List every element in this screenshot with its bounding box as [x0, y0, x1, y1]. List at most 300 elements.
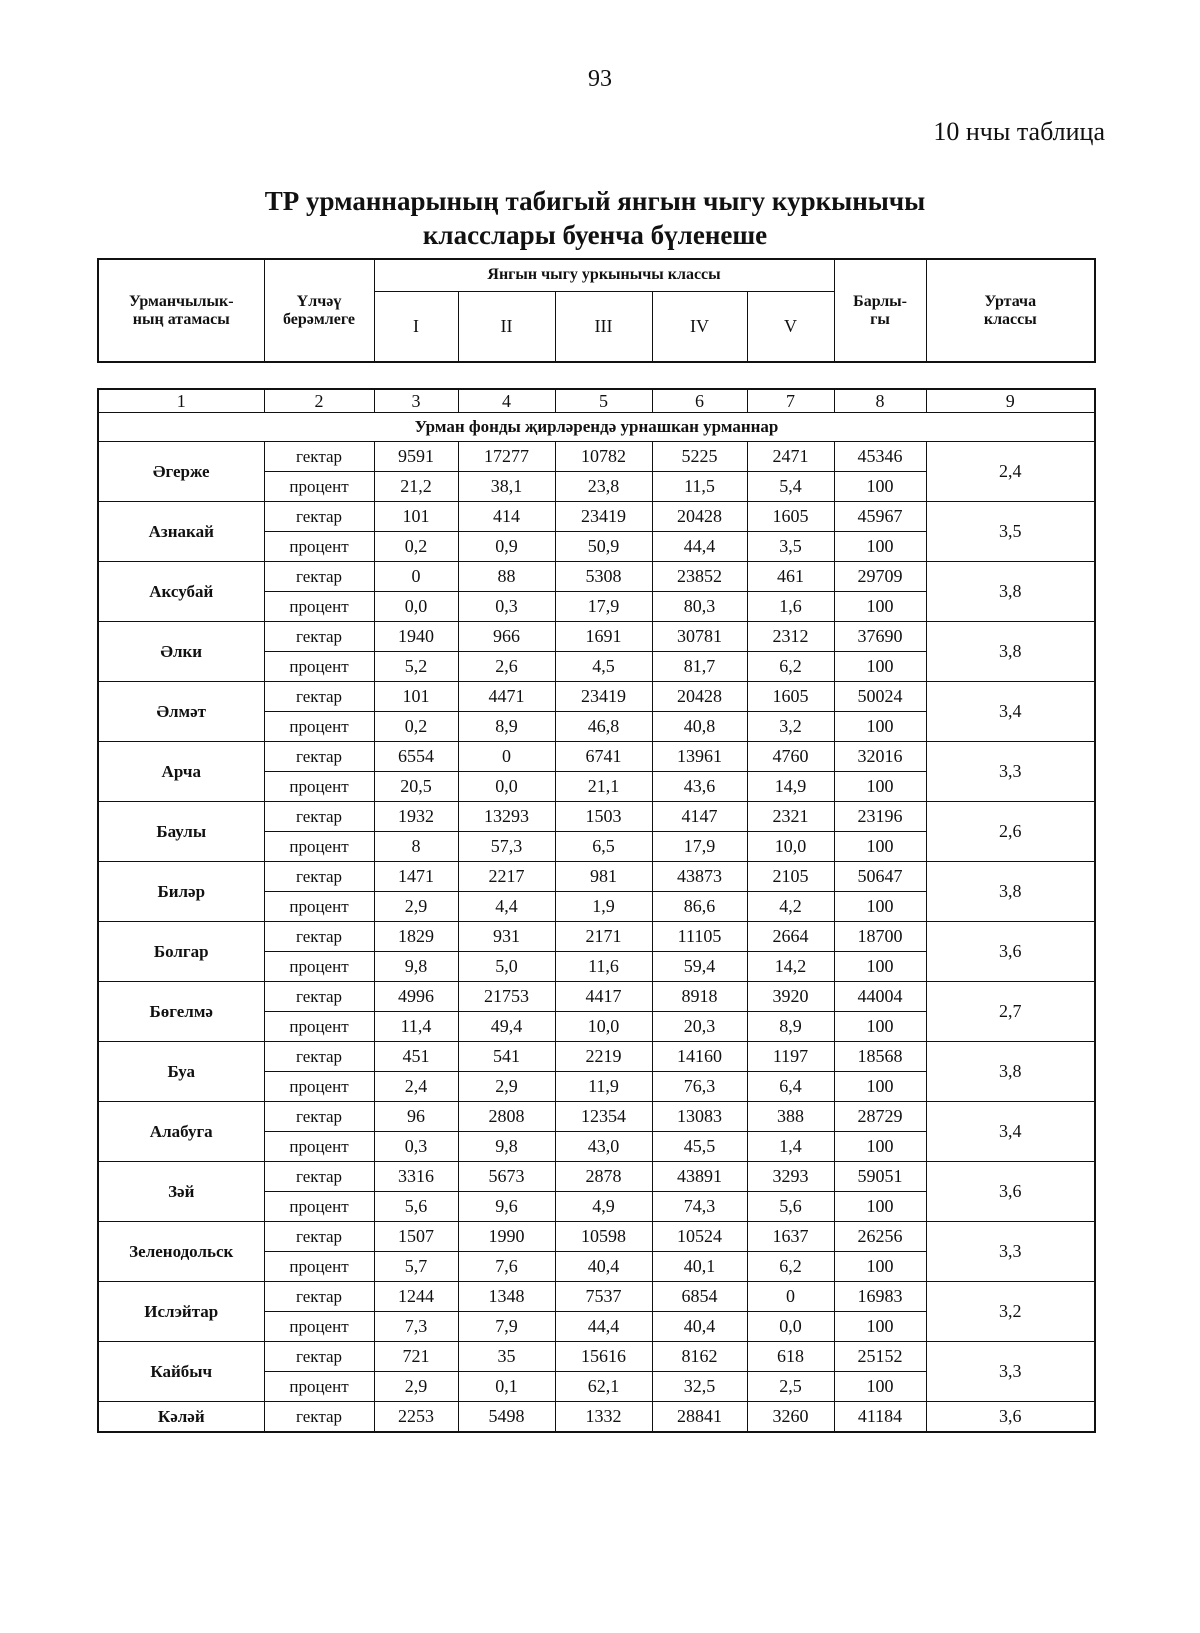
percent-cell: 8	[374, 832, 458, 862]
header-fire-class-group: Янгын чыгу уркынычы классы	[374, 259, 834, 291]
unit-cell: процент	[264, 832, 374, 862]
percent-cell: 6,2	[747, 652, 834, 682]
column-number-row	[98, 389, 1095, 413]
hectare-cell: 101	[374, 682, 458, 712]
percent-cell: 100	[834, 1252, 926, 1282]
percent-cell: 100	[834, 652, 926, 682]
hectare-cell: 43873	[652, 862, 747, 892]
percent-cell: 100	[834, 1192, 926, 1222]
forestry-name: Ислэйтар	[98, 1282, 264, 1342]
header-total: Барлы- гы	[834, 259, 926, 362]
hectare-cell: 5498	[458, 1402, 555, 1433]
page-number: 93	[588, 66, 612, 92]
hectare-cell: 37690	[834, 622, 926, 652]
percent-cell: 17,9	[652, 832, 747, 862]
percent-cell: 20,5	[374, 772, 458, 802]
unit-cell: процент	[264, 1312, 374, 1342]
percent-cell: 59,4	[652, 952, 747, 982]
hectare-cell: 0	[747, 1282, 834, 1312]
hectare-cell: 10524	[652, 1222, 747, 1252]
unit-cell: процент	[264, 952, 374, 982]
hectare-cell: 4417	[555, 982, 652, 1012]
unit-cell: процент	[264, 1132, 374, 1162]
hectare-cell: 4996	[374, 982, 458, 1012]
average-class-cell: 3,3	[926, 1342, 1095, 1402]
percent-cell: 23,8	[555, 472, 652, 502]
unit-cell: гектар	[264, 622, 374, 652]
hectare-cell: 15616	[555, 1342, 652, 1372]
percent-cell: 7,6	[458, 1252, 555, 1282]
hectare-cell: 1507	[374, 1222, 458, 1252]
hectare-cell: 44004	[834, 982, 926, 1012]
percent-cell: 4,5	[555, 652, 652, 682]
unit-cell: гектар	[264, 682, 374, 712]
percent-cell: 76,3	[652, 1072, 747, 1102]
hectare-cell: 9591	[374, 442, 458, 472]
hectare-cell: 1990	[458, 1222, 555, 1252]
unit-cell: процент	[264, 652, 374, 682]
average-class-cell: 3,6	[926, 922, 1095, 982]
hectare-cell: 88	[458, 562, 555, 592]
forestry-name: Баулы	[98, 802, 264, 862]
percent-cell: 100	[834, 592, 926, 622]
percent-cell: 62,1	[555, 1372, 652, 1402]
hectare-cell: 13293	[458, 802, 555, 832]
table-row-hectare	[98, 502, 1095, 532]
percent-cell: 0,1	[458, 1372, 555, 1402]
hectare-cell: 461	[747, 562, 834, 592]
hectare-cell: 12354	[555, 1102, 652, 1132]
hectare-cell: 45346	[834, 442, 926, 472]
hectare-cell: 2471	[747, 442, 834, 472]
percent-cell: 5,0	[458, 952, 555, 982]
hectare-cell: 1244	[374, 1282, 458, 1312]
forestry-name: Әлмәт	[98, 682, 264, 742]
percent-cell: 100	[834, 892, 926, 922]
section-title: Урман фонды җирләрендә урнашкан урманнар	[98, 413, 1095, 442]
table-row-hectare	[98, 562, 1095, 592]
hectare-cell: 13083	[652, 1102, 747, 1132]
percent-cell: 0,0	[747, 1312, 834, 1342]
forestry-name: Зеленодольск	[98, 1222, 264, 1282]
percent-cell: 21,2	[374, 472, 458, 502]
hectare-cell: 10598	[555, 1222, 652, 1252]
percent-cell: 86,6	[652, 892, 747, 922]
hectare-cell: 41184	[834, 1402, 926, 1433]
data-table	[97, 388, 1096, 1433]
average-class-cell: 3,8	[926, 862, 1095, 922]
percent-cell: 11,4	[374, 1012, 458, 1042]
percent-cell: 2,6	[458, 652, 555, 682]
percent-cell: 21,1	[555, 772, 652, 802]
hectare-cell: 1637	[747, 1222, 834, 1252]
unit-cell: гектар	[264, 922, 374, 952]
unit-cell: гектар	[264, 742, 374, 772]
forestry-name: Бөгелмә	[98, 982, 264, 1042]
hectare-cell: 2808	[458, 1102, 555, 1132]
forestry-name: Аксубай	[98, 562, 264, 622]
percent-cell: 2,9	[374, 892, 458, 922]
forestry-name: Болгар	[98, 922, 264, 982]
average-class-cell: 3,5	[926, 502, 1095, 562]
hectare-cell: 101	[374, 502, 458, 532]
percent-cell: 4,9	[555, 1192, 652, 1222]
hectare-cell: 1605	[747, 682, 834, 712]
hectare-cell: 29709	[834, 562, 926, 592]
percent-cell: 100	[834, 1312, 926, 1342]
percent-cell: 1,9	[555, 892, 652, 922]
table-title	[95, 184, 1095, 252]
forestry-name: Әгерже	[98, 442, 264, 502]
average-class-cell: 3,4	[926, 682, 1095, 742]
forestry-name: Кәләй	[98, 1402, 264, 1433]
table-row-hectare	[98, 622, 1095, 652]
average-class-cell: 3,3	[926, 742, 1095, 802]
table-row-hectare	[98, 682, 1095, 712]
percent-cell: 49,4	[458, 1012, 555, 1042]
forestry-name: Биләр	[98, 862, 264, 922]
hectare-cell: 96	[374, 1102, 458, 1132]
percent-cell: 57,3	[458, 832, 555, 862]
unit-cell: гектар	[264, 1102, 374, 1132]
percent-cell: 0,2	[374, 532, 458, 562]
percent-cell: 3,2	[747, 712, 834, 742]
forestry-name: Азнакай	[98, 502, 264, 562]
average-class-cell: 3,8	[926, 1042, 1095, 1102]
hectare-cell: 23419	[555, 502, 652, 532]
table-row-hectare	[98, 982, 1095, 1012]
column-number: 4	[458, 389, 555, 413]
percent-cell: 5,2	[374, 652, 458, 682]
percent-cell: 2,9	[458, 1072, 555, 1102]
hectare-cell: 3316	[374, 1162, 458, 1192]
percent-cell: 10,0	[555, 1012, 652, 1042]
percent-cell: 9,8	[374, 952, 458, 982]
percent-cell: 40,1	[652, 1252, 747, 1282]
forestry-name: Буа	[98, 1042, 264, 1102]
hectare-cell: 1932	[374, 802, 458, 832]
unit-cell: процент	[264, 1012, 374, 1042]
hectare-cell: 30781	[652, 622, 747, 652]
header-average-class: Уртача классы	[926, 259, 1095, 362]
hectare-cell: 10782	[555, 442, 652, 472]
hectare-cell: 1605	[747, 502, 834, 532]
average-class-cell: 3,6	[926, 1402, 1095, 1433]
hectare-cell: 1503	[555, 802, 652, 832]
hectare-cell: 2171	[555, 922, 652, 952]
hectare-cell: 3920	[747, 982, 834, 1012]
hectare-cell: 23196	[834, 802, 926, 832]
table-label: 10 нчы таблица	[933, 117, 1105, 146]
table-row-hectare	[98, 1342, 1095, 1372]
hectare-cell: 388	[747, 1102, 834, 1132]
hectare-cell: 21753	[458, 982, 555, 1012]
forestry-name: Алабуга	[98, 1102, 264, 1162]
column-number: 5	[555, 389, 652, 413]
table-row-hectare	[98, 922, 1095, 952]
percent-cell: 4,4	[458, 892, 555, 922]
column-number: 6	[652, 389, 747, 413]
average-class-cell: 3,8	[926, 622, 1095, 682]
unit-cell: процент	[264, 772, 374, 802]
header-class-2: II	[458, 291, 555, 362]
hectare-cell: 7537	[555, 1282, 652, 1312]
average-class-cell: 3,8	[926, 562, 1095, 622]
percent-cell: 100	[834, 1072, 926, 1102]
percent-cell: 100	[834, 772, 926, 802]
hectare-cell: 25152	[834, 1342, 926, 1372]
hectare-cell: 11105	[652, 922, 747, 952]
hectare-cell: 2878	[555, 1162, 652, 1192]
hectare-cell: 2219	[555, 1042, 652, 1072]
percent-cell: 100	[834, 1132, 926, 1162]
hectare-cell: 5308	[555, 562, 652, 592]
percent-cell: 0,0	[374, 592, 458, 622]
percent-cell: 74,3	[652, 1192, 747, 1222]
table-row-hectare	[98, 442, 1095, 472]
unit-cell: гектар	[264, 1402, 374, 1433]
hectare-cell: 23852	[652, 562, 747, 592]
hectare-cell: 618	[747, 1342, 834, 1372]
hectare-cell: 32016	[834, 742, 926, 772]
unit-cell: процент	[264, 1192, 374, 1222]
forestry-name: Арча	[98, 742, 264, 802]
hectare-cell: 45967	[834, 502, 926, 532]
hectare-cell: 18568	[834, 1042, 926, 1072]
column-number: 2	[264, 389, 374, 413]
unit-cell: процент	[264, 592, 374, 622]
percent-cell: 44,4	[652, 532, 747, 562]
unit-cell: гектар	[264, 1282, 374, 1312]
unit-cell: гектар	[264, 562, 374, 592]
hectare-cell: 6854	[652, 1282, 747, 1312]
percent-cell: 5,4	[747, 472, 834, 502]
percent-cell: 32,5	[652, 1372, 747, 1402]
average-class-cell: 3,3	[926, 1222, 1095, 1282]
hectare-cell: 23419	[555, 682, 652, 712]
table-row-hectare	[98, 1162, 1095, 1192]
table-row-hectare	[98, 802, 1095, 832]
header-table	[97, 258, 1096, 363]
unit-cell: процент	[264, 712, 374, 742]
percent-cell: 14,9	[747, 772, 834, 802]
unit-cell: гектар	[264, 1162, 374, 1192]
unit-cell: гектар	[264, 1342, 374, 1372]
hectare-cell: 1691	[555, 622, 652, 652]
percent-cell: 11,5	[652, 472, 747, 502]
hectare-cell: 2253	[374, 1402, 458, 1433]
percent-cell: 11,6	[555, 952, 652, 982]
percent-cell: 43,6	[652, 772, 747, 802]
average-class-cell: 3,2	[926, 1282, 1095, 1342]
unit-cell: гектар	[264, 982, 374, 1012]
percent-cell: 45,5	[652, 1132, 747, 1162]
unit-cell: процент	[264, 1072, 374, 1102]
percent-cell: 2,9	[374, 1372, 458, 1402]
unit-cell: гектар	[264, 862, 374, 892]
percent-cell: 7,3	[374, 1312, 458, 1342]
header-class-5: V	[747, 291, 834, 362]
unit-cell: гектар	[264, 1042, 374, 1072]
hectare-cell: 721	[374, 1342, 458, 1372]
percent-cell: 38,1	[458, 472, 555, 502]
hectare-cell: 8918	[652, 982, 747, 1012]
hectare-cell: 8162	[652, 1342, 747, 1372]
forestry-name: Әлки	[98, 622, 264, 682]
hectare-cell: 1197	[747, 1042, 834, 1072]
hectare-cell: 59051	[834, 1162, 926, 1192]
unit-cell: гектар	[264, 442, 374, 472]
percent-cell: 0,9	[458, 532, 555, 562]
percent-cell: 1,6	[747, 592, 834, 622]
percent-cell: 6,4	[747, 1072, 834, 1102]
hectare-cell: 4147	[652, 802, 747, 832]
unit-cell: гектар	[264, 502, 374, 532]
column-number: 9	[926, 389, 1095, 413]
hectare-cell: 16983	[834, 1282, 926, 1312]
average-class-cell: 2,7	[926, 982, 1095, 1042]
hectare-cell: 26256	[834, 1222, 926, 1252]
percent-cell: 40,4	[652, 1312, 747, 1342]
table-row-hectare	[98, 1042, 1095, 1072]
hectare-cell: 981	[555, 862, 652, 892]
percent-cell: 9,6	[458, 1192, 555, 1222]
hectare-cell: 2312	[747, 622, 834, 652]
forestry-name: Зәй	[98, 1162, 264, 1222]
percent-cell: 11,9	[555, 1072, 652, 1102]
percent-cell: 9,8	[458, 1132, 555, 1162]
hectare-cell: 414	[458, 502, 555, 532]
hectare-cell: 451	[374, 1042, 458, 1072]
table-row-hectare	[98, 1222, 1095, 1252]
column-number: 1	[98, 389, 264, 413]
header-unit: Үлчәү берәмлеге	[264, 259, 374, 362]
hectare-cell: 50024	[834, 682, 926, 712]
hectare-cell: 18700	[834, 922, 926, 952]
average-class-cell: 2,4	[926, 442, 1095, 502]
table-row-hectare	[98, 1102, 1095, 1132]
unit-cell: гектар	[264, 1222, 374, 1252]
hectare-cell: 541	[458, 1042, 555, 1072]
hectare-cell: 20428	[652, 682, 747, 712]
section-row	[98, 413, 1095, 442]
percent-cell: 50,9	[555, 532, 652, 562]
column-number: 8	[834, 389, 926, 413]
percent-cell: 0,2	[374, 712, 458, 742]
hectare-cell: 4760	[747, 742, 834, 772]
hectare-cell: 3293	[747, 1162, 834, 1192]
average-class-cell: 3,6	[926, 1162, 1095, 1222]
percent-cell: 100	[834, 832, 926, 862]
header-class-4: IV	[652, 291, 747, 362]
column-number: 7	[747, 389, 834, 413]
hectare-cell: 28841	[652, 1402, 747, 1433]
percent-cell: 5,6	[374, 1192, 458, 1222]
percent-cell: 100	[834, 1372, 926, 1402]
hectare-cell: 6554	[374, 742, 458, 772]
percent-cell: 6,5	[555, 832, 652, 862]
percent-cell: 20,3	[652, 1012, 747, 1042]
hectare-cell: 966	[458, 622, 555, 652]
hectare-cell: 6741	[555, 742, 652, 772]
hectare-cell: 2321	[747, 802, 834, 832]
percent-cell: 6,2	[747, 1252, 834, 1282]
unit-cell: процент	[264, 892, 374, 922]
percent-cell: 100	[834, 532, 926, 562]
header-class-1: I	[374, 291, 458, 362]
percent-cell: 8,9	[458, 712, 555, 742]
percent-cell: 81,7	[652, 652, 747, 682]
hectare-cell: 2105	[747, 862, 834, 892]
header-forestry-name: Урманчылык- ның атамасы	[98, 259, 264, 362]
percent-cell: 4,2	[747, 892, 834, 922]
forestry-name: Кайбыч	[98, 1342, 264, 1402]
hectare-cell: 4471	[458, 682, 555, 712]
hectare-cell: 20428	[652, 502, 747, 532]
hectare-cell: 1829	[374, 922, 458, 952]
percent-cell: 10,0	[747, 832, 834, 862]
unit-cell: процент	[264, 472, 374, 502]
hectare-cell: 17277	[458, 442, 555, 472]
percent-cell: 44,4	[555, 1312, 652, 1342]
hectare-cell: 1471	[374, 862, 458, 892]
table-row-hectare	[98, 862, 1095, 892]
percent-cell: 100	[834, 952, 926, 982]
hectare-cell: 13961	[652, 742, 747, 772]
unit-cell: процент	[264, 1372, 374, 1402]
hectare-cell: 2664	[747, 922, 834, 952]
percent-cell: 5,7	[374, 1252, 458, 1282]
unit-cell: процент	[264, 532, 374, 562]
percent-cell: 0,0	[458, 772, 555, 802]
unit-cell: гектар	[264, 802, 374, 832]
average-class-cell: 3,4	[926, 1102, 1095, 1162]
percent-cell: 43,0	[555, 1132, 652, 1162]
hectare-cell: 0	[374, 562, 458, 592]
hectare-cell: 35	[458, 1342, 555, 1372]
percent-cell: 40,8	[652, 712, 747, 742]
hectare-cell: 1940	[374, 622, 458, 652]
percent-cell: 5,6	[747, 1192, 834, 1222]
percent-cell: 14,2	[747, 952, 834, 982]
hectare-cell: 3260	[747, 1402, 834, 1433]
percent-cell: 100	[834, 472, 926, 502]
percent-cell: 7,9	[458, 1312, 555, 1342]
table-row-hectare	[98, 742, 1095, 772]
percent-cell: 100	[834, 1012, 926, 1042]
hectare-cell: 14160	[652, 1042, 747, 1072]
percent-cell: 8,9	[747, 1012, 834, 1042]
percent-cell: 100	[834, 712, 926, 742]
percent-cell: 3,5	[747, 532, 834, 562]
hectare-cell: 50647	[834, 862, 926, 892]
percent-cell: 46,8	[555, 712, 652, 742]
hectare-cell: 28729	[834, 1102, 926, 1132]
title-line-2: класслары буенча бүленеше	[422, 220, 768, 250]
hectare-cell: 43891	[652, 1162, 747, 1192]
hectare-cell: 0	[458, 742, 555, 772]
table-row-last	[98, 1402, 1095, 1433]
hectare-cell: 2217	[458, 862, 555, 892]
percent-cell: 40,4	[555, 1252, 652, 1282]
average-class-cell: 2,6	[926, 802, 1095, 862]
percent-cell: 0,3	[374, 1132, 458, 1162]
header-class-3: III	[555, 291, 652, 362]
hectare-cell: 5225	[652, 442, 747, 472]
title-line-1: ТР урманнарының табигый янгын чыгу куркынычы	[264, 186, 926, 216]
hectare-cell: 1332	[555, 1402, 652, 1433]
percent-cell: 80,3	[652, 592, 747, 622]
